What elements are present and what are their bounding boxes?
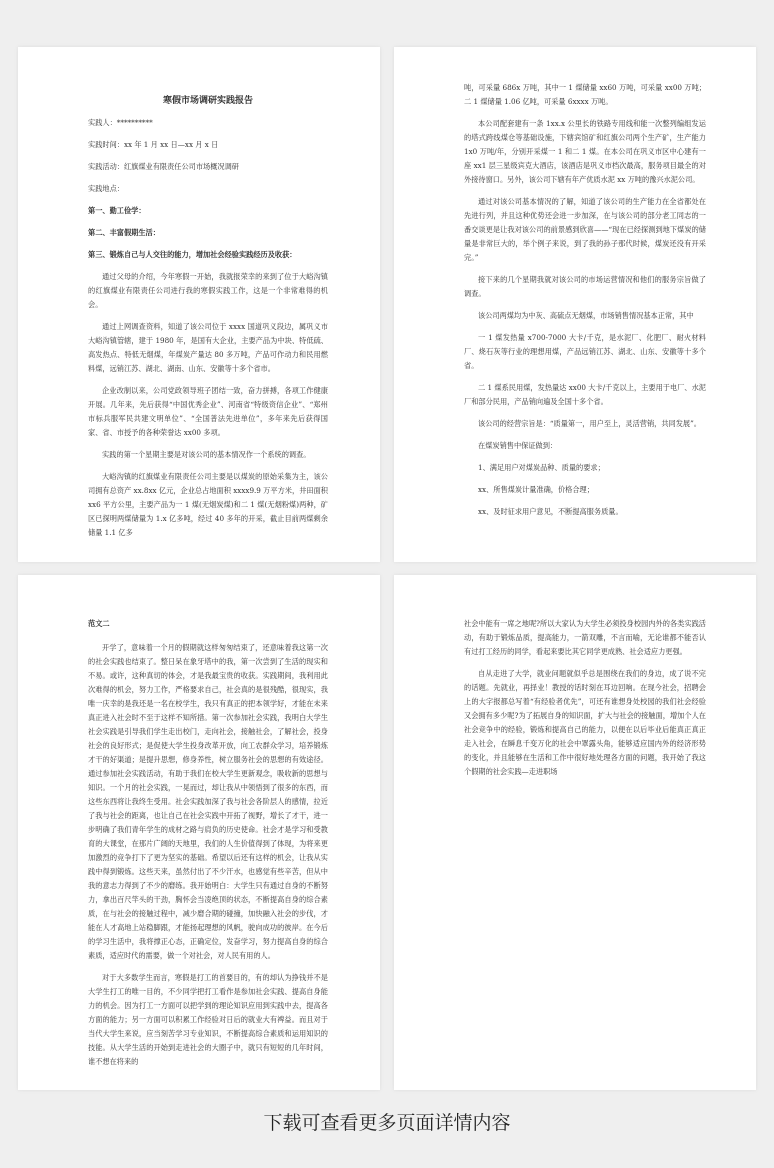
sample-heading: 范文二: [88, 619, 110, 628]
paragraph: 开学了，意味着一个月的假期就这样匆匆结束了，还意味着我这第一次的社会实践也结束了。整日呆在象牙塔中的我，第一次尝到了生活的现实和不易。或许，这种真切的体会，才是我最宝贵的收获。实践期间，我利用此次难得的机会，努力工作，严格要求自己，社会真的是很残酷，很现实，我唯一庆幸的是我还是一名在校学生，我只有真正的把本领学好，才能在未来真正进入社会时不至于这样不知所措。第一次参加社会实践，我明白大学生社会实践是引导我们学生走出校门，走向社会，接触社会，了解社会，投身社会的良好形式；是促使大学生投身改革开放，向工农群众学习，培养锻炼才干的好渠道；是提升思想，修身养性，树立服务社会的思想的有效途径。通过参加社会实践活动，有助于我们在校大学生更新观念，吸收新的思想与知识。一个月的社会实践，一晃而过，却让我从中领悟到了很多的东西，而这些东西将让我终生受用。社会实践加深了我与社会各阶层人的感情，拉近了我与社会的距离，也让自己在社会实践中开拓了视野，增长了才干，进一步明确了我们青年学生的成材之路与肩负的历史使命。社会才是学习和受教育的大课堂，在那片广阔的天地里，我们的人生价值得到了体现，为将来更加激烈的竞争打下了更为坚实的基础。希望以后还有这样的机会，让我从实践中得到锻炼。这些天来，虽然付出了不少汗水，也感觉有些辛苦，但从中我的意志力得到了不少的磨练。我开始明白：大学生只有通过自身的不断努力，拿出百尺竿头的干劲，胸怀会当凌绝顶的状态，不断提高自身的综合素质，在与社会的接触过程中，减少磨合期的碰撞，加快融入社会的步伐，才能在人才高地上站稳脚跟，才能扬起理想的风帆，驶向成功的彼岸。在今后的学习生活中，我将撑正心态，正确定位，发奋学习，努力提高自身的综合素质，适应时代的需要，做一个对社会，对人民有用的人。: [88, 643, 328, 960]
list-item: xx、所售煤炭计量准确，价格合理；: [478, 485, 594, 494]
location-line: 实践地点：: [88, 184, 124, 193]
paragraph: 通过对该公司基本情况的了解，知道了该公司的生产能力在全省都处在先进行列，并且这种优势还会进一步加深，在与该公司的部分老工同志的一番交谈更是让我对该公司的前景感到欣喜——“现在已经探测到地下煤炭的储量是非常巨大的，举个例子来说，到了我的孙子那代时候，煤炭还没有开采完。”: [464, 197, 706, 262]
paragraph: 接下来的几个星期我就对该公司的市场运营情况和他们的服务宗旨做了调查。: [464, 275, 706, 298]
list-item: xx、及时征求用户意见，不断提高服务质量。: [478, 507, 623, 516]
paragraph: 自从走进了大学，就业问题就似乎总是围绕在我们的身边，成了说不完的话题。先就业，再择业！教授的话时刻在耳边回响。在现今社会，招聘会上的大字报都总写着“有经验者优先”，可还有谁想身处校园的我们社会经验又会拥有多少呢?为了拓展自身的知识面，扩大与社会的接触面，增加个人在社会竞争中的经验，锻炼和提高自己的能力，以便在以后毕业后能真正真正走入社会，在瞬息千变万化的社会中罩露头角，能够适应国内外的经济形势的变化，并且能够在生活和工作中很好地处理各方面的问题，我开始了我这个假期的社会实践—走进职场: [464, 669, 706, 776]
document-page-4: [394, 575, 756, 1090]
paragraph: 一 1 煤发热量 x700-7000 大卡/千克，是水泥厂、化肥厂、耐火材料厂、烧石灰等行业的理想用煤，产品远销江苏、湖北、山东、安徽等十多个省。: [464, 333, 706, 370]
paragraph: 该公司两煤均为中灰、高硫点无烟煤，市场销售情况基本正常，其中: [478, 311, 694, 320]
paragraph: 通过父母的介绍，今年寒假一开始，我就报荣幸的来到了位于大峪沟镇的红旗煤业有限责任公司进行我的寒假实践工作，这是一个非常难得的机会。: [88, 272, 328, 309]
document-page-3: [18, 575, 380, 1090]
section-heading-3: 第三、锻炼自己与人交往的能力，增加社会经验实践经历及收获：: [88, 250, 297, 259]
section-heading-1: 第一、勤工俭学：: [88, 206, 146, 215]
list-item: 1、满足用户对煤炭品种、质量的要求；: [478, 463, 605, 472]
time-line: 实践时间：xx 年 1 月 xx 日—xx 月 x 日: [88, 140, 219, 149]
activity-line: 实践活动：红旗煤业有限责任公司市场概况调研: [88, 162, 239, 171]
paragraph: 二 1 煤系民用煤，发热量达 xx00 大卡/千克以上，主要用于电厂、水泥厂和部分民用，产品销向遍及全国十多个省。: [464, 383, 706, 406]
paragraph: 该公司的经营宗旨是：“质量第一，用户至上，灵活营销，共同发展”。: [478, 419, 701, 428]
document-page-2: [394, 47, 756, 562]
document-page-1: [18, 47, 380, 562]
paragraph: 大峪沟镇的红旗煤业有限责任公司主要是以煤炭的原始采集为主，该公司拥有总资产 xx.8xx 亿元，企业总占地面积 xxxx9.9 万平方米，井田面积 xx6 平方公里，主要产品为一 1 煤(无烟炭煤)和二 1 煤(无烟粉煤)两种，矿区已探明两煤储量为 1.x 亿多吨，经过 40 多年的开采，截止目前两煤剩余储量 1.1 亿多: [88, 472, 328, 537]
paragraph: 本公司配套建有一条 1xx.x 公里长的铁路专用线和能一次整列编组发运的塔式跨线煤仓等基础设施，下辖宾馆矿和红旗公司两个生产矿，生产能力 1x0 万吨/年，分别开采煤一 1 和二 1 煤。在本公司在巩义市区中心建有一座 xx1 层三星级宾克大酒店，该酒店是巩义市档次最高，服务项目最全的对外接待窗口。另外，该公司下辖有年产优质水泥 xx 万吨的豫兴水泥公司。: [464, 119, 706, 184]
section-heading-2: 第二、丰富假期生活：: [88, 228, 160, 237]
paragraph: 社会中能有一席之地呢?所以大家认为大学生必须投身校园内外的各类实践活动，有助于锻炼品质，提高能力，一箭双雕，不言而喻，无论谁都不能否认有过打工经历的同学，看起来要比其它同学更成熟、社会适应力更强。: [464, 619, 706, 656]
paragraph: 实践的第一个星期主要是对该公司的基本情况作一个系统的调查。: [102, 450, 311, 459]
practitioner-line: 实践人：**********: [88, 118, 153, 127]
paragraph: 通过上网调查资料，知道了该公司位于 xxxx 国道巩义段边，属巩义市大峪沟镇管辖，建于 1980 年，是国有大企业，主要产品为中块、特低硫、高发热点、特低无烟煤，年煤炭产量达 80 多万吨，产品可作动力和民用燃料煤，远销江苏、湖北、湖南、山东、安徽等十多个省市。: [88, 322, 328, 373]
paragraph: 企业改制以来，公司党政领导班子团结一致，奋力拼搏，各项工作健康开展。几年来，先后获得“中国优秀企业”、河南省“特级资信企业”、“郑州市标兵服军民共建文明单位”、“全国普法先进单位”，多年来先后获得国家、省、市授予的各种荣誉达 xx00 多项。: [88, 386, 328, 437]
paragraph: 在煤炭销售中保证做到：: [478, 441, 558, 450]
paragraph: 对于大多数学生而言，寒假是打工的首要目的，有的却认为挣钱并不是大学生打工的唯一目的，不少同学把打工看作是参加社会实践、提高自身能力的机会。因为打工一方面可以把学到的理论知识应用到实践中去，提高各方面的能力；另一方面可以积累工作经验对日后的就业大有裨益。而且对于当代大学生来说，应当刻苦学习专业知识，不断提高综合素质和运用知识的技能。从大学生活的开始到走进社会的大圈子中，就只有短短的几年时间，谁不想在将来的: [88, 973, 328, 1066]
report-title: 寒假市场调研实践报告: [162, 96, 253, 106]
download-more-link[interactable]: 下载可查看更多页面详情内容: [263, 1112, 511, 1134]
paragraph: 吨，可采量 686x 万吨，其中一 1 煤储量 xx60 万吨，可采量 xx00 万吨；二 1 煤储量 1.06 亿吨，可采量 6xxxx 万吨。: [464, 83, 706, 106]
